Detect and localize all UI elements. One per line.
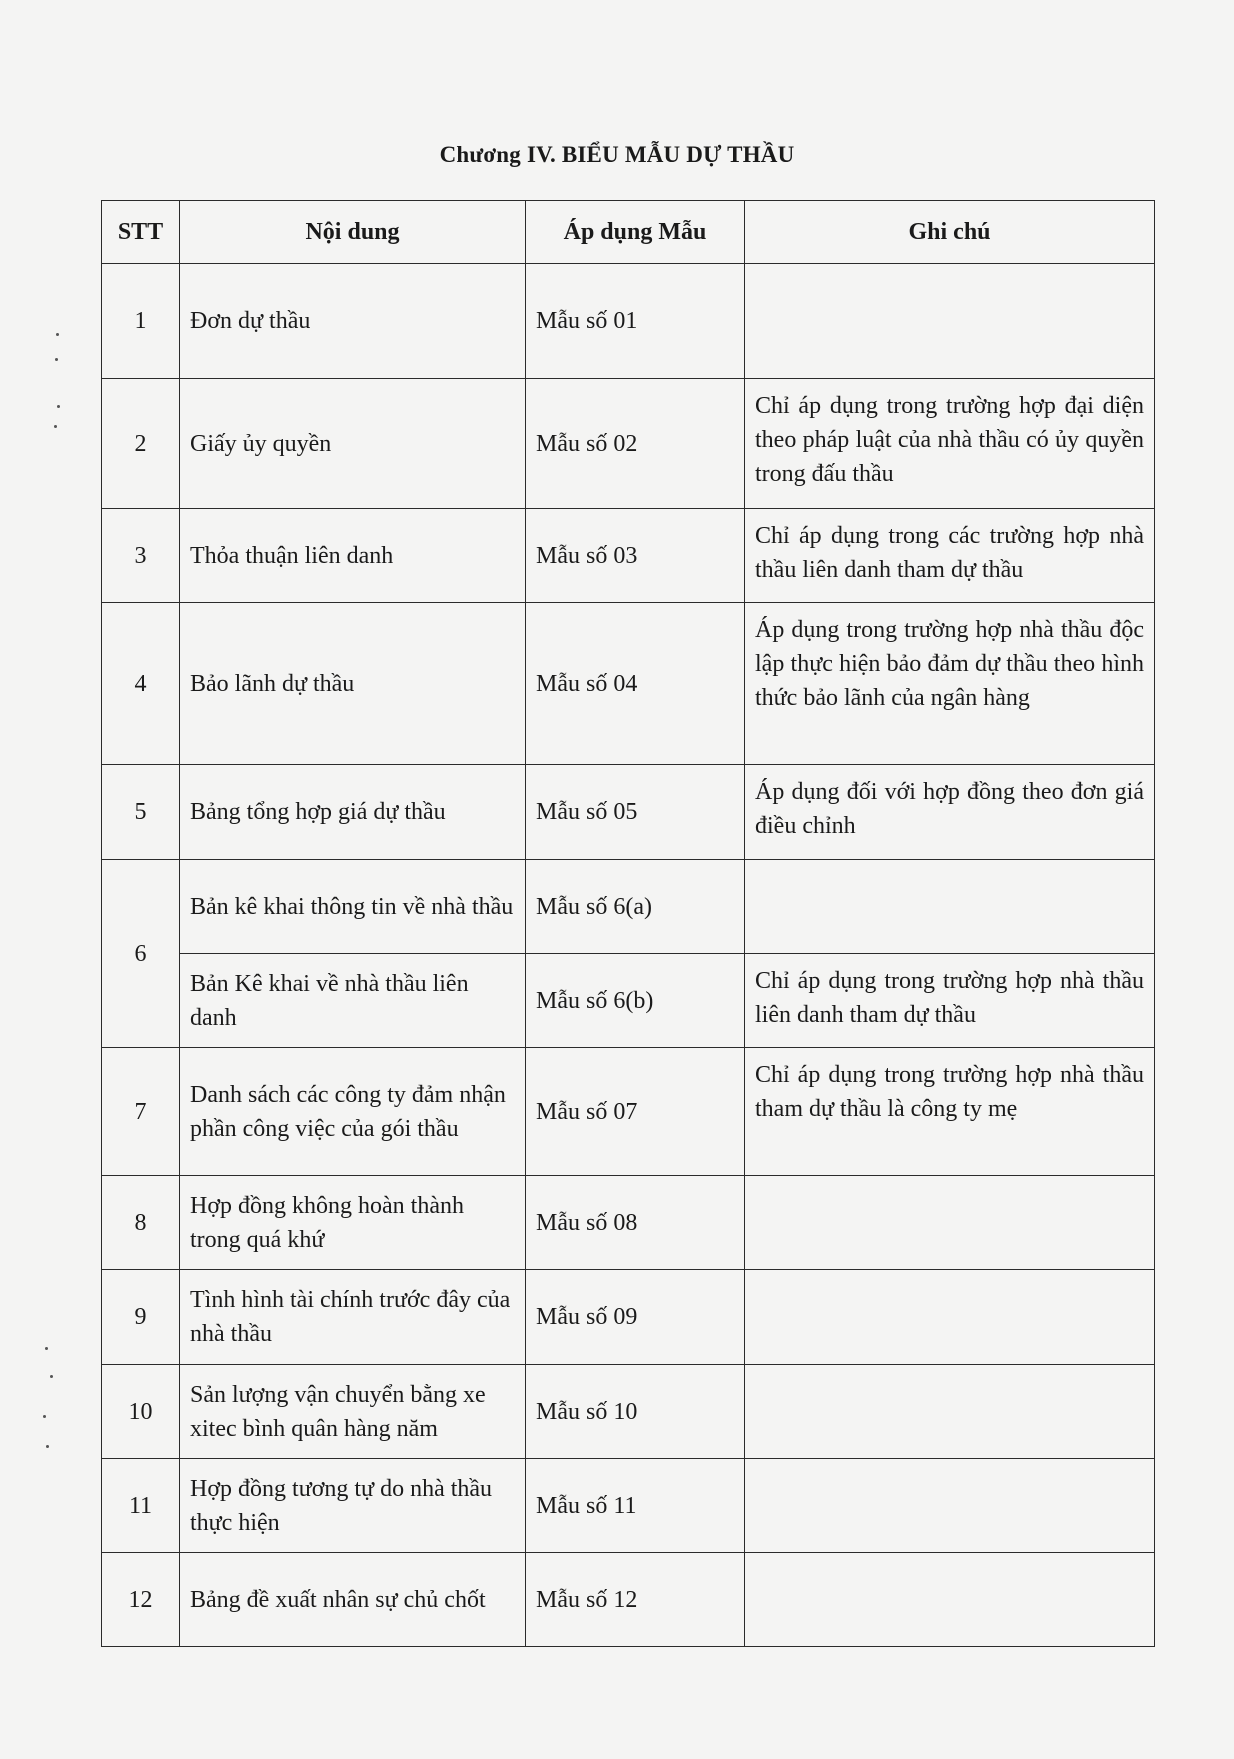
row-noi-dung: Bản Kê khai về nhà thầu liên danh <box>180 954 526 1048</box>
row-stt: 6 <box>102 860 180 1048</box>
row-noi-dung: Bảng đề xuất nhân sự chủ chốt <box>180 1553 526 1647</box>
bid-forms-table <box>101 200 1155 1647</box>
scan-speck <box>56 333 59 336</box>
row-mau: Mẫu số 11 <box>526 1459 745 1553</box>
scan-speck <box>46 1445 49 1448</box>
row-ghi-chu <box>745 1459 1155 1553</box>
scan-speck <box>54 425 57 428</box>
header-stt: STT <box>102 201 180 264</box>
row-noi-dung: Bảo lãnh dự thầu <box>180 603 526 765</box>
row-mau: Mẫu số 6(a) <box>526 860 745 954</box>
table-row <box>102 1553 1155 1647</box>
row-mau: Mẫu số 08 <box>526 1176 745 1270</box>
table-row <box>102 1365 1155 1459</box>
row-stt: 4 <box>102 603 180 765</box>
row-ghi-chu: Chỉ áp dụng trong trường hợp đại diện theo pháp luật của nhà thầu có ủy quyền trong đấu thầu <box>745 379 1155 509</box>
row-stt: 10 <box>102 1365 180 1459</box>
row-stt: 8 <box>102 1176 180 1270</box>
row-mau: Mẫu số 04 <box>526 603 745 765</box>
scan-speck <box>55 358 58 361</box>
row-noi-dung: Giấy ủy quyền <box>180 379 526 509</box>
row-stt: 12 <box>102 1553 180 1647</box>
header-ap-dung-mau: Áp dụng Mẫu <box>526 201 745 264</box>
scan-speck <box>57 405 60 408</box>
row-mau: Mẫu số 12 <box>526 1553 745 1647</box>
row-stt: 3 <box>102 509 180 603</box>
table-row <box>102 1270 1155 1365</box>
document-title <box>0 142 1234 168</box>
row-noi-dung: Đơn dự thầu <box>180 264 526 379</box>
row-noi-dung: Bảng tổng hợp giá dự thầu <box>180 765 526 860</box>
row-ghi-chu <box>745 1176 1155 1270</box>
row-ghi-chu: Áp dụng trong trường hợp nhà thầu độc lập thực hiện bảo đảm dự thầu theo hình thức bảo lãnh của ngân hàng <box>745 603 1155 765</box>
row-ghi-chu: Chỉ áp dụng trong trường hợp nhà thầu tham dự thầu là công ty mẹ <box>745 1048 1155 1176</box>
row-mau: Mẫu số 02 <box>526 379 745 509</box>
row-mau: Mẫu số 6(b) <box>526 954 745 1048</box>
table-row <box>102 379 1155 509</box>
row-noi-dung: Sản lượng vận chuyển bằng xe xitec bình quân hàng năm <box>180 1365 526 1459</box>
row-stt: 7 <box>102 1048 180 1176</box>
table-row <box>102 264 1155 379</box>
table-row <box>102 1459 1155 1553</box>
table-row <box>102 1048 1155 1176</box>
row-stt: 9 <box>102 1270 180 1365</box>
row-ghi-chu: Áp dụng đối với hợp đồng theo đơn giá điều chỉnh <box>745 765 1155 860</box>
row-noi-dung: Hợp đồng không hoàn thành trong quá khứ <box>180 1176 526 1270</box>
row-mau: Mẫu số 01 <box>526 264 745 379</box>
row-ghi-chu: Chỉ áp dụng trong các trường hợp nhà thầu liên danh tham dự thầu <box>745 509 1155 603</box>
row-mau: Mẫu số 09 <box>526 1270 745 1365</box>
row-ghi-chu <box>745 1365 1155 1459</box>
header-noi-dung: Nội dung <box>180 201 526 264</box>
row-ghi-chu <box>745 860 1155 954</box>
row-noi-dung: Thỏa thuận liên danh <box>180 509 526 603</box>
row-stt: 11 <box>102 1459 180 1553</box>
table-row <box>102 509 1155 603</box>
row-noi-dung: Bản kê khai thông tin về nhà thầu <box>180 860 526 954</box>
scan-speck <box>50 1375 53 1378</box>
row-ghi-chu <box>745 1553 1155 1647</box>
row-mau: Mẫu số 05 <box>526 765 745 860</box>
row-ghi-chu: Chỉ áp dụng trong trường hợp nhà thầu liên danh tham dự thầu <box>745 954 1155 1048</box>
row-noi-dung: Tình hình tài chính trước đây của nhà thầu <box>180 1270 526 1365</box>
row-noi-dung: Danh sách các công ty đảm nhận phần công việc của gói thầu <box>180 1048 526 1176</box>
row-noi-dung: Hợp đồng tương tự do nhà thầu thực hiện <box>180 1459 526 1553</box>
row-mau: Mẫu số 10 <box>526 1365 745 1459</box>
scan-speck <box>45 1347 48 1350</box>
row-stt: 2 <box>102 379 180 509</box>
table-row <box>102 765 1155 860</box>
table-row <box>102 860 1155 954</box>
row-stt: 5 <box>102 765 180 860</box>
table-row <box>102 603 1155 765</box>
row-mau: Mẫu số 03 <box>526 509 745 603</box>
row-stt: 1 <box>102 264 180 379</box>
row-ghi-chu <box>745 1270 1155 1365</box>
table-row <box>102 954 1155 1048</box>
row-mau: Mẫu số 07 <box>526 1048 745 1176</box>
header-ghi-chu: Ghi chú <box>745 201 1155 264</box>
row-ghi-chu <box>745 264 1155 379</box>
table-header-row <box>102 201 1155 264</box>
table-row <box>102 1176 1155 1270</box>
scan-speck <box>43 1415 46 1418</box>
title-text: Chương IV. BIỂU MẪU DỰ THẦU <box>439 142 795 167</box>
